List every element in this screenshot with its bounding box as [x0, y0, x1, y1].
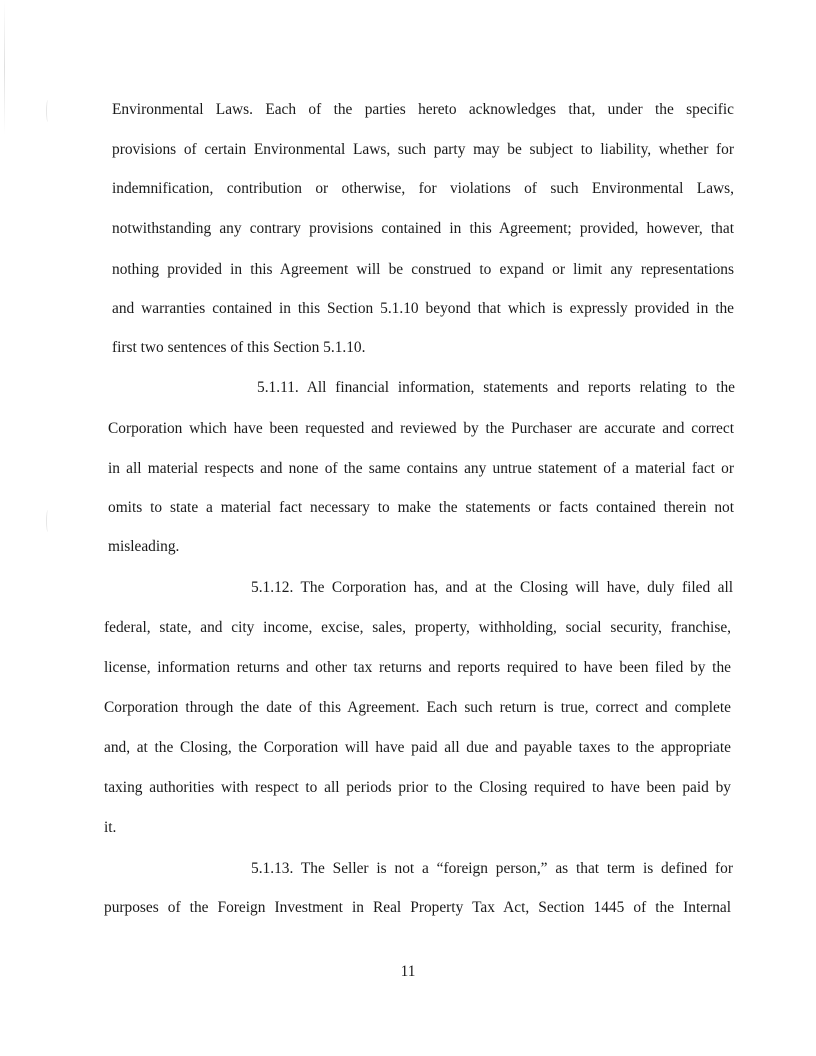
- text-line: purposes of the Foreign Investment in Real Property Tax Act, Section 1445 of the Internal: [104, 899, 731, 916]
- text-line: Environmental Laws. Each of the parties hereto acknowledges that, under the specific: [112, 101, 734, 118]
- text-line: provisions of certain Environmental Laws, such party may be subject to liability, whether for: [112, 141, 734, 158]
- text-line: first two sentences of this Section 5.1.10.: [112, 339, 366, 356]
- text-line: misleading.: [108, 538, 180, 555]
- text-line: nothing provided in this Agreement will be construed to expand or limit any representations: [112, 261, 734, 278]
- section-heading-line: 5.1.11. All financial information, statements and reports relating to the: [257, 379, 735, 396]
- text-line: Corporation which have been requested and reviewed by the Purchaser are accurate and correct: [108, 420, 734, 437]
- scan-hole-mark-middle: [46, 510, 50, 532]
- text-line: in all material respects and none of the same contains any untrue statement of a material fact or: [108, 460, 734, 477]
- text-line: federal, state, and city income, excise, sales, property, withholding, social security, franchise,: [104, 619, 731, 636]
- section-heading-line: 5.1.12. The Corporation has, and at the Closing will have, duly filed all: [251, 579, 733, 596]
- text-line: taxing authorities with respect to all periods prior to the Closing required to have been paid by: [104, 779, 731, 796]
- text-line: it.: [104, 819, 117, 836]
- text-line: license, information returns and other tax returns and reports required to have been filed by the: [104, 659, 731, 676]
- scan-edge-artifact: [4, 0, 5, 135]
- text-line: and, at the Closing, the Corporation will have paid all due and payable taxes to the appropriate: [104, 739, 731, 756]
- page-number: 11: [400, 963, 416, 980]
- section-heading-line: 5.1.13. The Seller is not a “foreign person,” as that term is defined for: [251, 860, 733, 877]
- text-line: notwithstanding any contrary provisions contained in this Agreement; provided, however, that: [112, 220, 734, 237]
- scan-hole-mark-top: [46, 100, 50, 122]
- text-line: indemnification, contribution or otherwise, for violations of such Environmental Laws,: [112, 180, 734, 197]
- text-line: omits to state a material fact necessary to make the statements or facts contained therein not: [108, 499, 734, 516]
- text-line: Corporation through the date of this Agreement. Each such return is true, correct and complete: [104, 699, 731, 716]
- text-line: and warranties contained in this Section 5.1.10 beyond that which is expressly provided in the: [112, 300, 734, 317]
